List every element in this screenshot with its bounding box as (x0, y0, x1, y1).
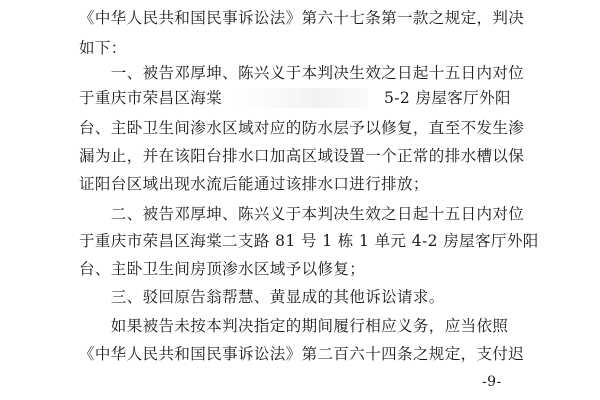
text-line-6: 漏为止，并在该阳台排水口加高区域设置一个正常的排水槽以保 (79, 147, 525, 165)
text-line-3: 一、被告邓厚坤、陈兴义于本判决生效之日起十五日内对位 (79, 64, 525, 82)
text-line-7: 证阳台区域出现水流后能通过该排水口进行排放； (79, 175, 429, 193)
text-line-5: 台、主卧卫生间渗水区域对应的防水层予以修复，直至不发生渗 (79, 119, 525, 137)
text-line-10: 台、主卧卫生间房顶渗水区域予以修复； (79, 260, 366, 278)
text-line-4-start: 于重庆市荣昌区海棠 (79, 89, 223, 107)
text-line-1: 《中华人民共和国民事诉讼法》第六十七条第一款之规定，判决 (79, 9, 525, 27)
text-line-13: 《中华人民共和国民事诉讼法》第二百六十四条之规定，支付迟 (79, 345, 525, 363)
text-line-2: 如下： (79, 39, 127, 57)
text-line-8: 二、被告邓厚坤、陈兴义于本判决生效之日起十五日内对位 (79, 205, 525, 223)
text-line-4-end: 5-2 房屋客厅外阳 (384, 89, 511, 107)
page-number: -9- (482, 374, 502, 390)
text-line-9: 于重庆市荣昌区海棠二支路 81 号 1 栋 1 单元 4-2 房屋客厅外阳 (79, 232, 539, 250)
text-line-11: 三、驳回原告翁帮慧、黄显成的其他诉讼请求。 (79, 288, 445, 306)
redacted-address-area (238, 88, 368, 108)
text-line-12: 如果被告未按本判决指定的期间履行相应义务，应当依照 (79, 317, 509, 335)
